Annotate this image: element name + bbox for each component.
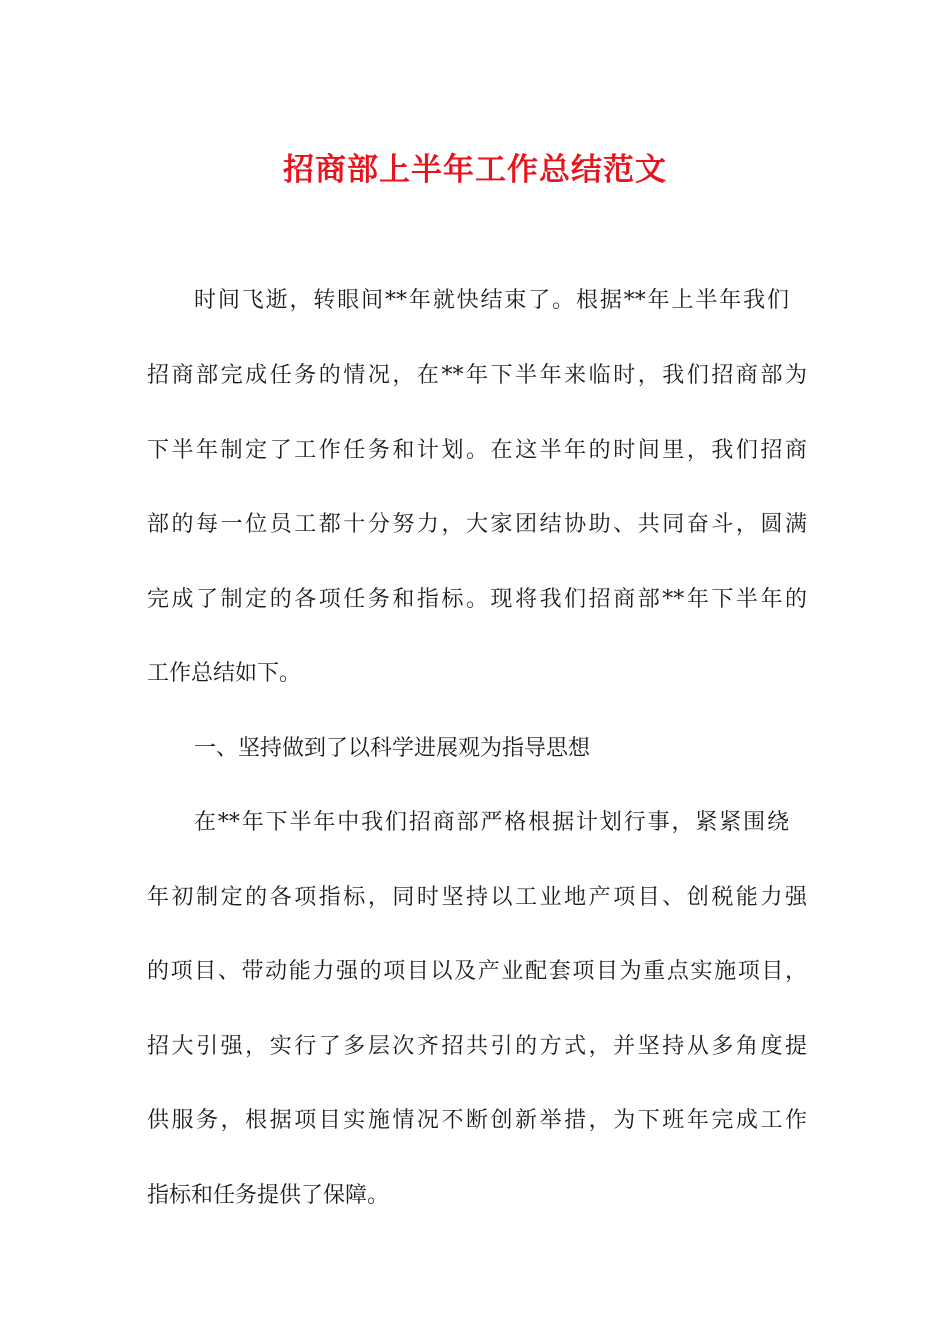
- paragraph-line: 指标和任务提供了保障。: [147, 1183, 390, 1208]
- paragraph-line: 年初制定的各项指标，同时坚持以工业地产项目、创税能力强: [147, 885, 807, 910]
- document-title: 招商部上半年工作总结范文: [283, 152, 667, 188]
- paragraph-line: 工作总结如下。: [147, 661, 302, 686]
- paragraph-line: 招大引强，实行了多层次齐招共引的方式，并坚持从多角度提: [147, 1034, 807, 1059]
- paragraph-line: 时间飞逝，转眼间**年就快结束了。根据**年上半年我们: [194, 288, 789, 313]
- section-heading-text: 一、坚持做到了以科学进展观为指导思想: [194, 736, 591, 761]
- paragraph-line: 下半年制定了工作任务和计划。在这半年的时间里，我们招商: [147, 438, 807, 463]
- paragraph-line: 的项目、带动能力强的项目以及产业配套项目为重点实施项目，: [147, 959, 807, 984]
- paragraph-line: 在**年下半年中我们招商部严格根据计划行事，紧紧围绕: [194, 810, 789, 835]
- paragraph-line: 供服务，根据项目实施情况不断创新举措，为下班年完成工作: [147, 1108, 807, 1133]
- paragraph-line: 部的每一位员工都十分努力，大家团结协助、共同奋斗，圆满: [147, 512, 807, 537]
- paragraph-line: 招商部完成任务的情况，在**年下半年来临时，我们招商部为: [147, 363, 807, 388]
- paragraph-line: 完成了制定的各项任务和指标。现将我们招商部**年下半年的: [147, 587, 807, 612]
